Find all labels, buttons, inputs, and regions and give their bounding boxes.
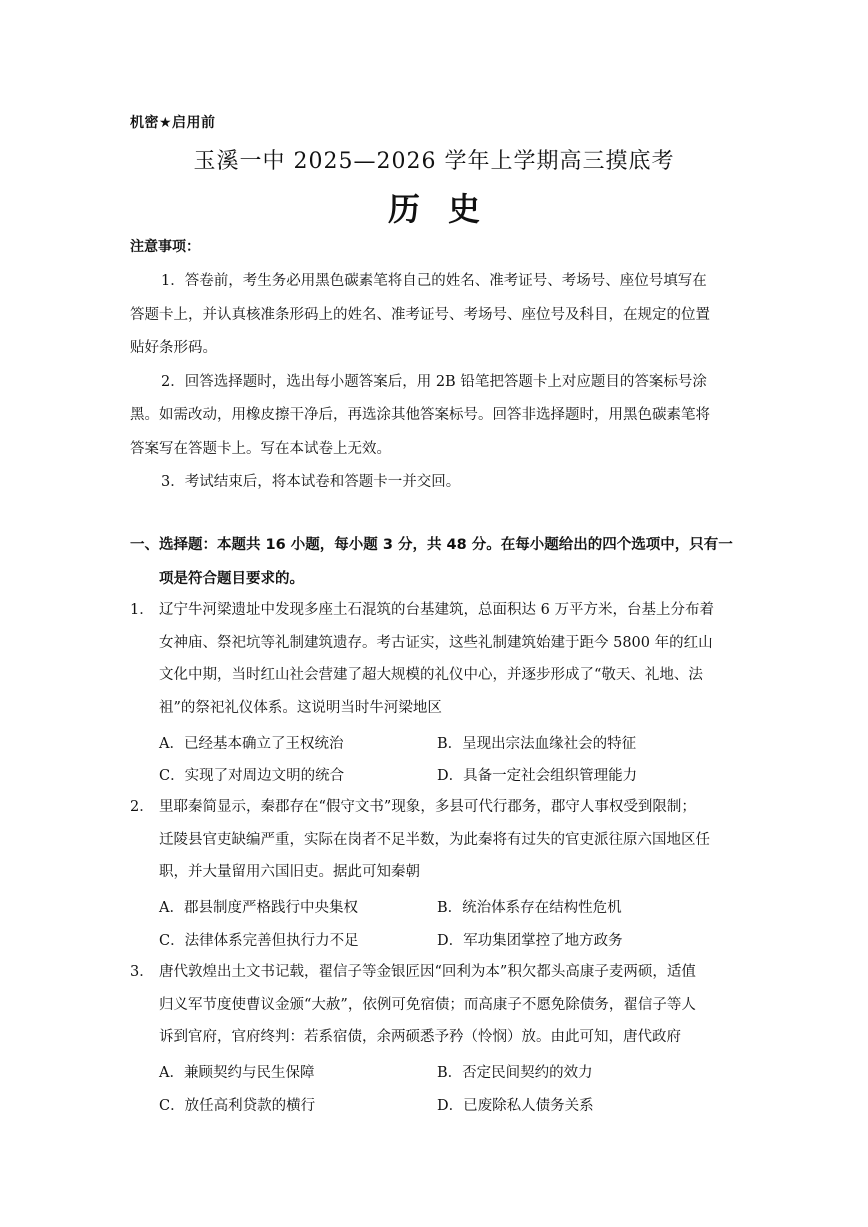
stem-line: 归义军节度使曹议金颁“大赦”，依例可免宿债；而高康子不愿免除债务，翟信子等人 xyxy=(159,996,696,1013)
stem-line: 唐代敦煌出土文书记载，翟信子等金银匠因“回利为本”积欠都头高康子麦两硕，适值 xyxy=(159,964,696,980)
option-d[interactable]: D．具备一定社会组织管理能力 xyxy=(437,768,638,784)
notice-line: 1．答卷前，考生务必用黑色碳素笔将自己的姓名、准考证号、考场号、座位号填写在 xyxy=(161,273,707,289)
exam-title: 玉溪一中 2025—2026 学年上学期高三摸底考 xyxy=(193,149,675,174)
stem-line: 职，并大量留用六国旧吏。据此可知秦朝 xyxy=(159,864,420,880)
confidential-label: 机密★启用前 xyxy=(130,115,216,131)
question-number: 1． xyxy=(130,602,154,618)
notice-body xyxy=(130,265,740,500)
subject-char-2: 史 xyxy=(448,190,481,228)
notice-line: 答题卡上，并认真核准条形码上的姓名、准考证号、考场号、座位号及科目，在规定的位置 xyxy=(130,306,710,323)
option-b[interactable]: B．统治体系存在结构性危机 xyxy=(437,900,622,916)
option-b[interactable]: B．呈现出宗法血缘社会的特征 xyxy=(437,736,637,752)
section-heading xyxy=(130,528,733,596)
option-a[interactable]: A．郡县制度严格践行中央集权 xyxy=(159,900,358,916)
stem-line: 女神庙、祭祀坑等礼制建筑遗存。考古证实，这些礼制建筑始建于距今 5800 年的红山 xyxy=(159,634,713,651)
option-c[interactable]: C．实现了对周边文明的统合 xyxy=(159,768,345,784)
section-heading-line: 一、选择题：本题共 16 小题，每小题 3 分，共 48 分。在每小题给出的四个选项中，只有一 xyxy=(130,537,733,553)
option-c[interactable]: C．放任高利贷款的横行 xyxy=(159,1098,316,1114)
subject-char-1: 历 xyxy=(387,190,420,228)
question-stem xyxy=(159,594,714,724)
stem-line: 文化中期，当时红山社会营建了超大规模的礼仪中心，并逐步形成了“敬天、礼地、法 xyxy=(159,667,703,683)
option-a[interactable]: A．已经基本确立了王权统治 xyxy=(159,736,344,752)
question-number: 2． xyxy=(130,799,154,815)
question-number: 3． xyxy=(130,964,154,980)
option-d[interactable]: D．已废除私人债务关系 xyxy=(437,1098,594,1114)
notice-line: 答案写在答题卡上。写在本试卷上无效。 xyxy=(130,440,391,457)
option-a[interactable]: A．兼顾契约与民生保障 xyxy=(159,1065,315,1081)
stem-line: 迁陵县官吏缺编严重，实际在岗者不足半数，为此秦将有过失的官吏派往原六国地区任 xyxy=(159,831,710,848)
section-heading-line: 项是符合题目要求的。 xyxy=(159,571,304,587)
notice-line: 3．考试结束后，将本试卷和答题卡一并交回。 xyxy=(161,474,461,490)
stem-line: 里耶秦简显示，秦郡存在“假守文书”现象，多县可代行郡务，郡守人事权受到限制； xyxy=(159,799,696,815)
stem-line: 祖”的祭祀礼仪体系。这说明当时牛河梁地区 xyxy=(159,699,442,716)
notice-line: 贴好条形码。 xyxy=(130,340,217,356)
stem-line: 辽宁牛河梁遗址中发现多座土石混筑的台基建筑，总面积达 6 万平方米，台基上分布着 xyxy=(159,602,714,618)
option-c[interactable]: C．法律体系完善但执行力不足 xyxy=(159,933,359,949)
notice-line: 2．回答选择题时，选出每小题答案后，用 2B 铅笔把答题卡上对应题目的答案标号涂 xyxy=(161,373,707,390)
stem-line: 诉到官府，官府终判：若系宿债，余两硕悉予矜（怜悯）放。由此可知，唐代政府 xyxy=(159,1029,681,1045)
question-stem xyxy=(159,956,696,1054)
option-d[interactable]: D．军功集团掌控了地方政务 xyxy=(437,933,623,949)
question-stem xyxy=(159,791,710,889)
option-b[interactable]: B．否定民间契约的效力 xyxy=(437,1065,593,1081)
notice-heading: 注意事项： xyxy=(130,239,200,255)
subject-title xyxy=(0,184,868,230)
notice-line: 黑。如需改动，用橡皮擦干净后，再选涂其他答案标号。回答非选择题时，用黑色碳素笔将 xyxy=(130,407,710,423)
